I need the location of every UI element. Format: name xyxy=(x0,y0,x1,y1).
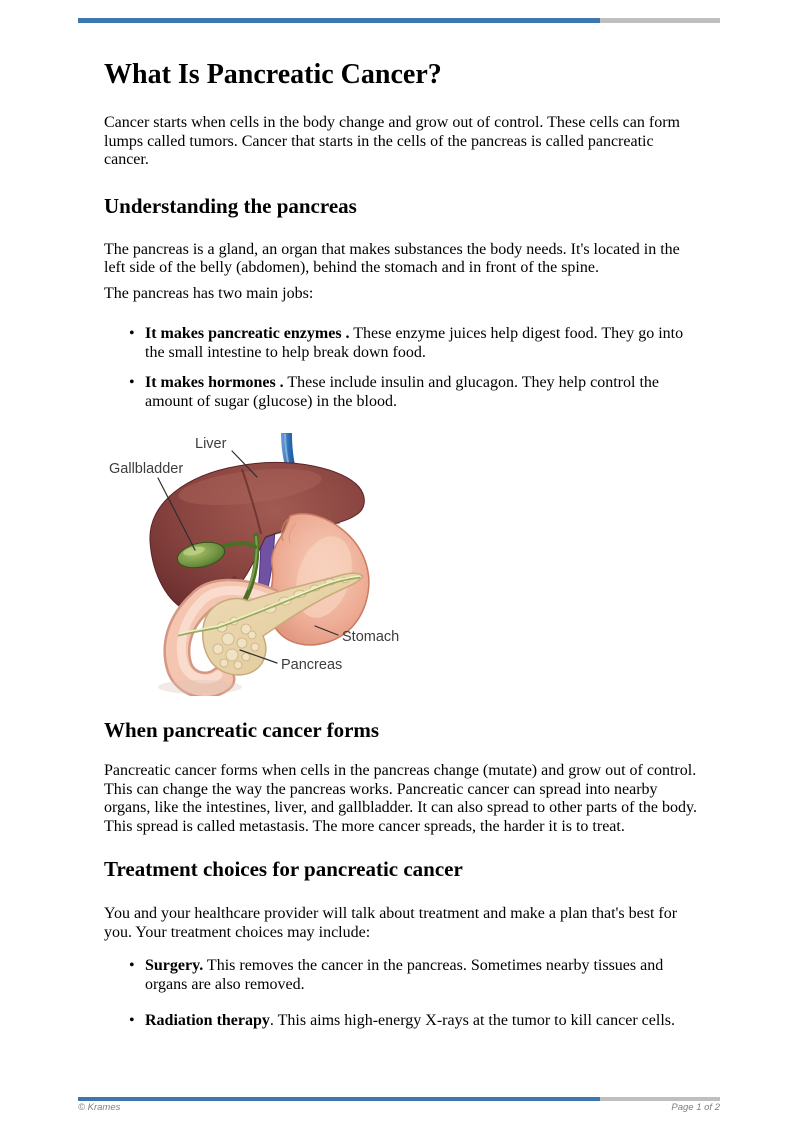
list-item-surgery xyxy=(104,957,698,994)
list-item-hormones-lead: It makes hormones . xyxy=(145,374,284,391)
page-footer xyxy=(78,1102,720,1113)
understanding-paragraph-2: The pancreas has two main jobs: xyxy=(104,284,314,302)
list-item-enzymes xyxy=(104,325,698,362)
heading-treatment-choices: Treatment choices for pancreatic cancer xyxy=(104,857,463,881)
gallbladder-label: Gallbladder xyxy=(109,461,184,477)
footer-page-number: Page 1 of 2 xyxy=(671,1102,720,1113)
footer-copyright: © Krames xyxy=(78,1102,121,1113)
list-item-enzymes-text: These enzyme juices help digest food. They go into the small intestine to help break down food. xyxy=(145,325,684,361)
stomach-label: Stomach xyxy=(342,629,400,645)
footer-rule-blue-segment xyxy=(78,1097,600,1101)
list-item-hormones xyxy=(104,374,698,411)
footer-rule-gray-segment xyxy=(600,1097,720,1101)
liver-label: Liver xyxy=(195,436,227,452)
heading-understanding-pancreas: Understanding the pancreas xyxy=(104,193,357,218)
list-item-enzymes-lead: It makes pancreatic enzymes . xyxy=(145,325,350,342)
page-title: What Is Pancreatic Cancer? xyxy=(104,59,442,90)
list-item-radiation xyxy=(104,1012,698,1031)
anatomy-illustration xyxy=(100,431,420,696)
pancreas-label: Pancreas xyxy=(281,657,343,673)
list-item-hormones-text: These include insulin and glucagon. They help control the amount of sugar (glucose) in the blood. xyxy=(145,374,659,410)
treatment-paragraph: You and your healthcare provider will talk about treatment and make a plan that's best for you. Your treatment choices may include: xyxy=(104,905,678,941)
footer-rule xyxy=(78,1097,720,1101)
list-item-surgery-lead: Surgery. xyxy=(145,957,204,974)
document-content xyxy=(104,0,698,1031)
list-item-surgery-text: This removes the cancer in the pancreas. Sometimes nearby tissues and organs are also removed. xyxy=(145,957,664,993)
list-item-radiation-text: . This aims high-energy X-rays at the tumor to kill cancer cells. xyxy=(269,1012,675,1029)
heading-when-cancer-forms: When pancreatic cancer forms xyxy=(104,718,380,742)
intro-paragraph: Cancer starts when cells in the body change and grow out of control. These cells can form lumps called tumors. Cancer that starts in the cells of the pancreas is called pancreatic cancer. xyxy=(104,114,680,168)
forms-paragraph: Pancreatic cancer forms when cells in the pancreas change (mutate) and grow out of control. This can change the way the pancreas works. Pancreatic cancer can spread into nearby organs, like the intestines, liver, and gallbladder. It can also spread to other parts of the body. This spread is called metastasis. The more cancer spreads, the harder it is to treat. xyxy=(104,762,697,835)
understanding-paragraph-1: The pancreas is a gland, an organ that makes substances the body needs. It's located in the left side of the belly (abdomen), behind the stomach and in front of the spine. xyxy=(104,240,680,276)
list-item-radiation-lead: Radiation therapy xyxy=(145,1012,270,1029)
pancreas-jobs-list xyxy=(104,325,698,411)
treatment-options-list xyxy=(104,957,698,1031)
